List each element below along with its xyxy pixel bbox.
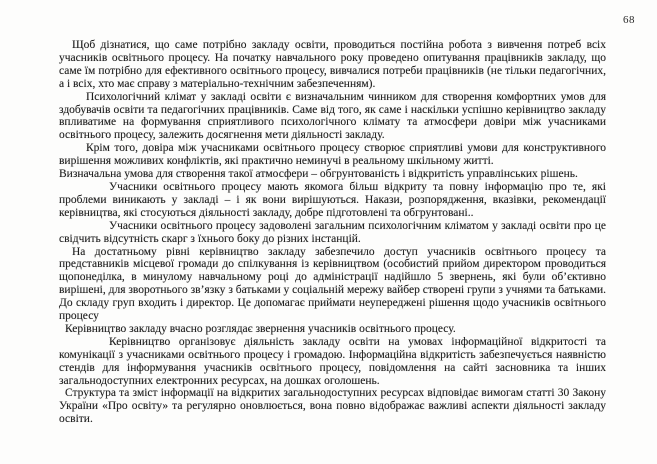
paragraph-psychological-climate: Психологічний клімат у закладі освіти є визначальним чинником для створення комфортних умов для здобувачів освіти та педагогічних працівників. Саме від того, як саме і наскільки успішно керівництво закладу впливатиме на формування сприятливого психологічного клімату та атмосфери довіри між учасниками освітнього процесу, залежить досягнення мети діяльності закладу. — [59, 90, 606, 142]
paragraph-satisfaction: Учасники освітнього процесу задоволені загальним психологічним кліматом у закладі освіти про це свідчить відсутність скарг з їхнього боку до різних інстанцій. — [59, 219, 606, 245]
paragraph-needs-study: Щоб дізнатися, що саме потрібно закладу освіти, проводиться постійна робота з вивчення потреб всіх учасників освітнього процесу. На початку навчального року проведено опитування працівників закладу, що саме їм потрібно для ефективного освітнього процесу, вивчалися потреби працівників (не тільки педагогічних, а і всіх, хто має справу з матеріально-технічним забезпеченням). — [59, 39, 606, 90]
paragraph-trust-conflicts: Крім того, довіра між учасниками освітнього процесу створює сприятливі умови для конструктивного вирішення можливих конфліктів, які практично неминучі в реальному шкільному житті. — [59, 142, 606, 168]
paragraph-access-to-management: На достатньому рівні керівництво закладу забезпечило доступ учасників освітнього процесу та представників місцевої громади до спілкування із керівництвом (особистий прийом директором проводиться щопонеділка, в минулому навчальному році до адміністрації надійшло 5 звернень, які були об’єктивно вирішені, для зворотнього зв’язку з батьками у соціальній мережу вайбер створені групи з учнями та батьками. До складу груп входить і директор. Це допомагає приймати неупереджені рішення щодо учасників освітнього процесу — [59, 245, 606, 323]
page-number: 68 — [623, 14, 635, 26]
paragraph-timely-review: Керівництво закладу вчасно розглядає звернення учасників освітнього процесу. — [65, 322, 456, 335]
paragraph-article-30: Структура та зміст інформації на відкритих загальнодоступних ресурсах відповідає вимогам статті 30 Закону України «Про освіту» та регулярно оновлюється, вона повно відображає важливі аспекти діяльності закладу освіти. — [59, 387, 606, 426]
paragraph-defining-condition: Визначальна умова для створення такої атмосфери – обгрунтованість і відкритість управлінських рішень. — [59, 168, 578, 181]
paragraph-informational-openness: Керівництво організовує діяльність закладу освіти на умовах інформаційної відкритості та комунікації з учасниками освітнього процесу і громадою. Інформаційна відкритість забезпечується наявністю стендів для інформування учасників освітнього процесу, повідомлення на сайті засновника та інших загальнодоступних електронних ресурсах, на дошках оголошень. — [59, 335, 606, 387]
paragraph-open-information: Учасники освітнього процесу мають якомога більш відкриту та повну інформацію про те, які проблеми виникають у закладі – і як вони вирішуються. Накази, розпорядження, вказівки, рекомендації керівництва, які стосуються діяльності закладу, добре підготовлені та обгрунтовані.. — [59, 180, 606, 219]
document-body — [59, 39, 606, 426]
